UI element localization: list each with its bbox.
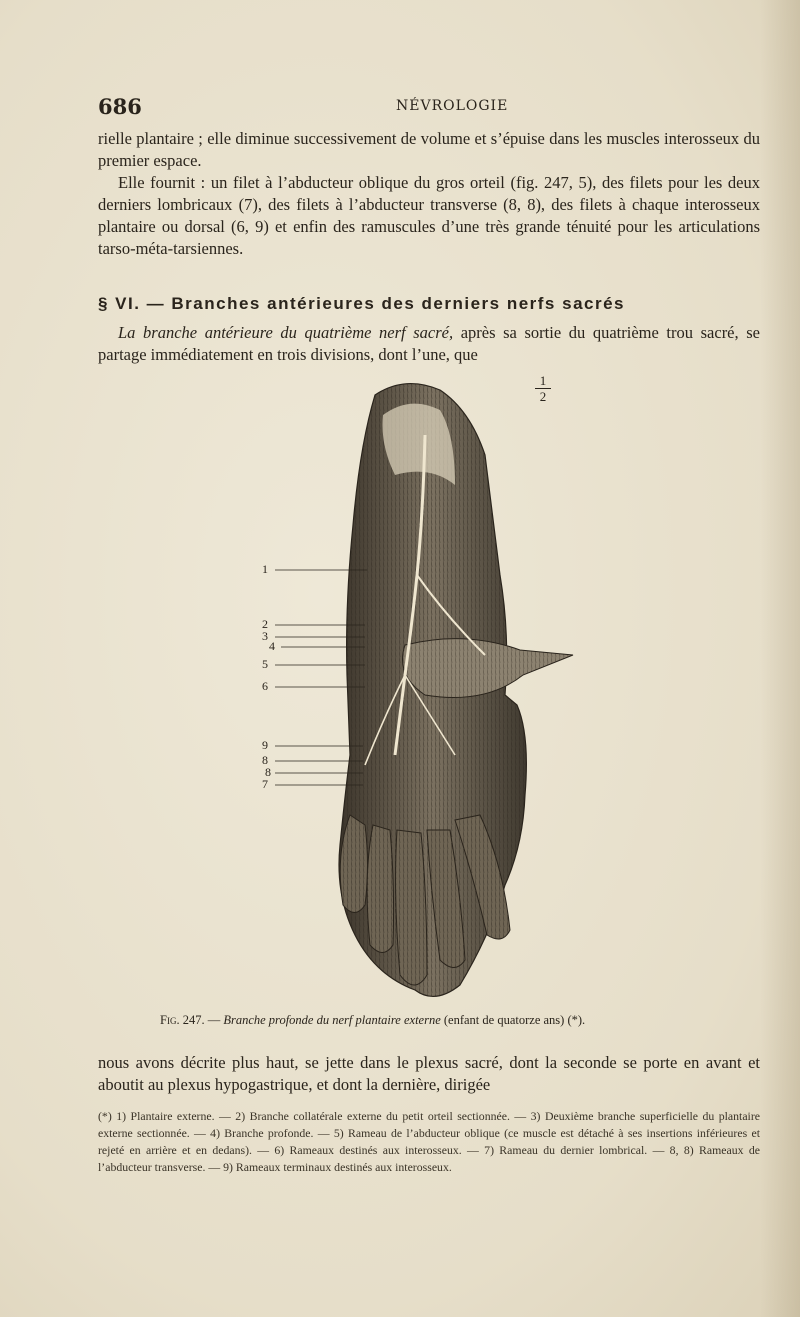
scale-fraction <box>535 373 551 404</box>
paragraph-1 <box>98 128 760 172</box>
paragraph-3-text <box>98 322 760 366</box>
caption-label: Fig. 247. <box>160 1013 205 1027</box>
page-header <box>98 94 758 118</box>
figure-label-6: 6 <box>262 679 268 693</box>
anatomical-figure <box>255 375 585 1005</box>
paragraph-3-emphasis: La branche antérieure du quatrième nerf sacré, <box>118 323 454 342</box>
paragraph-3 <box>98 322 760 366</box>
scale-numerator: 1 <box>539 373 547 388</box>
page-edge-shadow <box>760 0 800 1317</box>
figure-label-8b: 8 <box>265 765 271 779</box>
paragraph-4-text: nous avons décrite plus haut, se jette dans le plexus sacré, dont la seconde se porte en avant et aboutit au plexus hypogastrique, et dont la dernière, dirigée <box>98 1053 760 1094</box>
figure-caption: Fig. 247. — Branche profonde du nerf plantaire externe (enfant de quatorze ans) (*). <box>160 1013 586 1027</box>
paragraph-3-rest: après sa sortie du quatrième trou sacré, se partage immédiatement en trois divisions, dont l’une, que <box>98 323 760 364</box>
foot-illustration <box>255 375 585 1005</box>
caption-note: (enfant de quatorze ans) (*). <box>443 1013 586 1027</box>
paragraph-2-text: Elle fournit : un filet à l’abducteur oblique du gros orteil (fig. 247, 5), des filets pour les deux derniers lombricaux (7), des filets à l’abducteur transverse (8, 8), des filets à chaque interosseux plantaire ou dorsal (6, 9) et enfin des ramuscules d’une très grande ténuité pour les articulations tarso-méta-tarsiennes. <box>98 173 760 258</box>
section-heading: § VI. — Branches antérieures des derniers nerfs sacrés <box>98 294 626 313</box>
figure-label-2: 2 <box>262 617 268 631</box>
figure-label-8a: 8 <box>262 753 268 767</box>
paragraph-1-text: rielle plantaire ; elle diminue successivement de volume et s’épuise dans les muscles interosseux du premier espace. <box>98 129 760 170</box>
paragraph-2 <box>98 172 760 260</box>
running-title: NÉVROLOGIE <box>396 98 509 114</box>
figure-label-3: 3 <box>262 629 268 643</box>
figure-legend: (*) 1) Plantaire externe. — 2) Branche collatérale externe du petit orteil sectionnée. — 3) Deuxième branche superficielle du plantaire externe sectionnée. — 4) Branche profonde. — 5) Rameau de l’abducteur oblique (ce muscle est détaché à ses insertions inférieures et rejeté en arrière et en dedans). — 6) Rameaux destinés aux interosseux. — 7) Rameau du dernier lombrical. — 8, 8) Rameaux de l’abducteur transverse. — 9) Rameaux terminaux destinés aux interosseux. <box>98 1109 760 1174</box>
figure-label-4: 4 <box>269 639 275 653</box>
figure-label-5: 5 <box>262 657 268 671</box>
caption-title: Branche profonde du nerf plantaire externe <box>223 1013 441 1027</box>
paragraph-4 <box>98 1052 760 1096</box>
figure-label-7: 7 <box>262 777 268 791</box>
figure-label-1: 1 <box>262 562 268 576</box>
figure-label-9: 9 <box>262 738 268 752</box>
page-number: 686 <box>98 94 142 119</box>
scale-denominator: 2 <box>535 388 551 404</box>
